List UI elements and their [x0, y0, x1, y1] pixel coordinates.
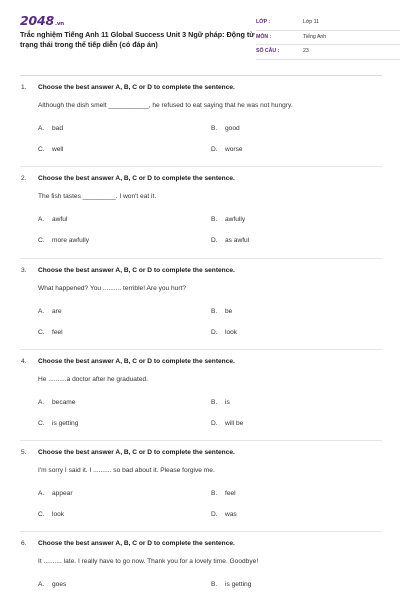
option-text: good [225, 125, 240, 132]
option-b[interactable] [211, 125, 240, 132]
option-a[interactable] [38, 308, 62, 315]
meta-row-subject [256, 31, 400, 46]
option-letter: B. [211, 490, 218, 498]
question-2 [20, 167, 382, 258]
meta-value: Tiếng Anh [303, 33, 327, 40]
option-text: more awfully [52, 237, 90, 245]
option-a[interactable] [38, 581, 66, 588]
option-text: is [225, 398, 230, 406]
question-instruction: Choose the best answer A, B, C or D to complete the sentence. [38, 84, 235, 91]
option-text: bad [52, 125, 64, 132]
question-instruction: Choose the best answer A, B, C or D to complete the sentence. [38, 357, 235, 365]
question-5 [20, 441, 382, 532]
question-number: 2. [21, 175, 27, 183]
option-a[interactable] [38, 490, 73, 497]
option-text: goes [52, 581, 67, 589]
question-number: 6. [21, 540, 27, 548]
option-letter: B. [211, 125, 218, 132]
option-a[interactable] [38, 125, 63, 132]
meta-value: Lớp 11 [303, 19, 319, 25]
question-3 [20, 259, 382, 350]
option-letter: B. [211, 398, 218, 406]
option-c[interactable] [38, 420, 78, 427]
option-text: awful [52, 216, 68, 224]
option-c[interactable] [38, 329, 63, 336]
meta-label: SỐ CÂU : [256, 48, 280, 54]
page-header [20, 12, 382, 68]
option-letter: A. [38, 125, 45, 132]
question-text: What happened? You .......... terrible! Are you hurt? [38, 284, 187, 292]
option-letter: A. [38, 581, 45, 589]
option-text: look [52, 511, 65, 519]
option-text: worse [225, 146, 243, 153]
question-instruction: Choose the best answer A, B, C or D to complete the sentence. [38, 266, 235, 274]
option-letter: D. [211, 237, 218, 245]
option-text: be [225, 307, 233, 315]
option-b[interactable] [211, 308, 232, 315]
meta-value: 23 [303, 48, 309, 54]
option-letter: D. [211, 511, 218, 519]
option-text: feel [52, 328, 63, 336]
question-number: 1. [21, 84, 27, 91]
question-number: 4. [21, 357, 27, 365]
option-letter: C. [38, 419, 45, 427]
option-letter: D. [211, 328, 218, 336]
question-instruction: Choose the best answer A, B, C or D to complete the sentence. [38, 540, 235, 548]
option-letter: B. [211, 216, 218, 224]
option-b[interactable] [211, 581, 251, 588]
option-d[interactable] [211, 237, 249, 244]
option-letter: A. [38, 490, 45, 498]
option-text: is getting [225, 581, 252, 589]
question-6 [20, 532, 382, 600]
option-letter: B. [211, 307, 218, 315]
option-text: was [225, 511, 237, 519]
option-d[interactable] [211, 420, 243, 427]
question-1 [20, 76, 382, 167]
meta-label: LỚP : [256, 19, 271, 25]
option-letter: A. [38, 307, 45, 315]
quiz-meta [256, 16, 400, 60]
option-text: awfully [225, 216, 246, 224]
question-text: I'm sorry I said it. I .......... so bad about it. Please forgive me. [38, 467, 215, 475]
site-logo[interactable] [20, 13, 64, 28]
option-text: became [52, 398, 76, 406]
option-letter: C. [38, 237, 45, 245]
option-c[interactable] [38, 237, 89, 244]
question-instruction: Choose the best answer A, B, C or D to complete the sentence. [38, 175, 235, 183]
option-b[interactable] [211, 216, 245, 223]
question-4 [20, 350, 382, 441]
option-text: are [52, 307, 62, 315]
option-text: look [225, 328, 238, 336]
option-a[interactable] [38, 216, 67, 223]
option-c[interactable] [38, 511, 64, 518]
option-text: is getting [52, 419, 79, 427]
meta-row-count [256, 45, 400, 60]
option-letter: C. [38, 511, 45, 519]
option-c[interactable] [38, 146, 63, 153]
option-letter: D. [211, 146, 218, 153]
question-number: 3. [21, 266, 27, 274]
page-title: Trắc nghiệm Tiếng Anh 11 Global Success Unit 3 Ngữ pháp: Động từ trạng thái trong thể tiếp diễn (có đáp án) [20, 30, 255, 49]
question-text: It .......... late. I really have to go now. Thank you for a lovely time. Goodbye! [38, 558, 259, 566]
question-instruction: Choose the best answer A, B, C or D to complete the sentence. [38, 449, 235, 457]
question-list [20, 76, 382, 600]
option-letter: C. [38, 146, 45, 153]
option-b[interactable] [211, 399, 230, 406]
meta-row-grade [256, 16, 400, 31]
option-letter: C. [38, 328, 45, 336]
option-letter: A. [38, 398, 45, 406]
option-text: well [52, 146, 64, 153]
option-d[interactable] [211, 511, 237, 518]
question-text: He ..........a doctor after he graduated. [38, 375, 148, 383]
option-text: appear [52, 490, 73, 498]
option-d[interactable] [211, 146, 243, 153]
option-letter: B. [211, 581, 218, 589]
question-number: 5. [21, 449, 27, 457]
option-a[interactable] [38, 399, 75, 406]
option-letter: A. [38, 216, 45, 224]
option-text: will be [225, 419, 244, 427]
option-d[interactable] [211, 329, 237, 336]
question-text: Although the dish smelt ___________, he refused to eat saying that he was not hungry. [38, 102, 293, 109]
option-letter: D. [211, 419, 218, 427]
logo-suffix: .vn [55, 21, 64, 27]
option-text: feel [225, 490, 236, 498]
option-b[interactable] [211, 490, 236, 497]
meta-label: MÔN : [256, 33, 272, 40]
question-text: The fish tastes _________. I won't eat it. [38, 193, 157, 201]
option-text: as awful [225, 237, 250, 245]
logo-main-text: 2048 [20, 13, 54, 28]
